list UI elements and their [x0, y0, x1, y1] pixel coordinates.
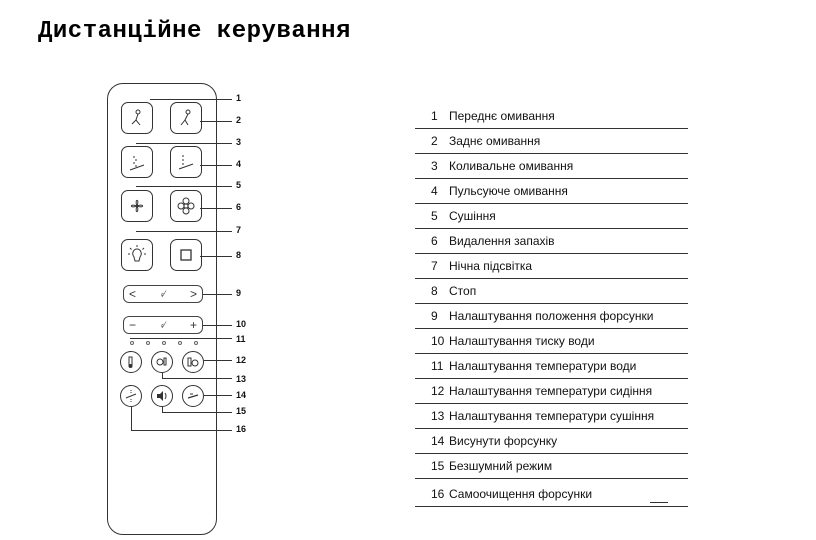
legend-label: Налаштування температури сушіння [449, 409, 655, 423]
nozzle-position-icon: ⸗⁄ [160, 289, 166, 299]
legend-row [415, 354, 688, 379]
leader-line [200, 256, 232, 257]
nozzle-position-left-arrow[interactable]: < [129, 287, 137, 301]
leader-line [136, 186, 232, 187]
legend-number: 9 [431, 309, 438, 323]
fan-icon [126, 195, 148, 217]
deodorize-icon [175, 195, 197, 217]
legend-label: Висунути форсунку [449, 434, 558, 448]
legend-number: 4 [431, 184, 438, 198]
legend-number: 14 [431, 434, 445, 448]
leader-line [150, 99, 232, 100]
legend-number: 3 [431, 159, 438, 173]
drying-button[interactable] [121, 190, 153, 222]
legend-row [415, 304, 688, 329]
night-light-button[interactable] [121, 239, 153, 271]
legend-label: Налаштування температури сидіння [449, 384, 653, 398]
decorative-line [650, 502, 668, 503]
legend-label: Коливальне омивання [449, 159, 574, 173]
rear-wash-icon [175, 107, 197, 129]
legend-number: 12 [431, 384, 445, 398]
water-pressure-plus[interactable]: + [189, 318, 197, 332]
leader-line [200, 208, 232, 209]
legend-row [415, 254, 688, 279]
legend-row [415, 104, 688, 129]
legend-number: 1 [431, 109, 438, 123]
pulsating-wash-button[interactable] [170, 146, 202, 178]
callout-number: 10 [236, 319, 247, 329]
water-pressure-minus[interactable]: − [129, 318, 137, 332]
legend-row [415, 279, 688, 304]
legend-label: Налаштування положення форсунки [449, 309, 654, 323]
indicator-dot [130, 341, 134, 345]
legend-row [415, 454, 688, 479]
callout-number: 8 [236, 250, 242, 260]
legend-number: 6 [431, 234, 438, 248]
indicator-dot [162, 341, 166, 345]
legend-number: 15 [431, 459, 445, 473]
pulsating-wash-icon [175, 151, 197, 173]
nozzle-position-button[interactable] [123, 285, 203, 303]
legend-label: Стоп [449, 284, 477, 298]
self-clean-icon [124, 389, 138, 403]
legend-number: 7 [431, 259, 438, 273]
dryer-temp-button[interactable] [151, 351, 173, 373]
quiet-mode-button[interactable] [151, 385, 173, 407]
nozzle-position-right-arrow[interactable]: > [189, 287, 197, 301]
legend-number: 2 [431, 134, 438, 148]
legend-number: 13 [431, 409, 445, 423]
leader-line [200, 121, 232, 122]
bulb-icon [126, 244, 148, 266]
seat-temp-icon [186, 355, 200, 369]
legend-label: Заднє омивання [449, 134, 541, 148]
legend-label: Нічна підсвітка [449, 259, 533, 273]
callout-number: 7 [236, 225, 242, 235]
leader-line [162, 412, 232, 413]
self-clean-button[interactable] [120, 385, 142, 407]
callout-number: 2 [236, 115, 242, 125]
page-title: Дистанційне керування [38, 18, 351, 45]
legend-number: 11 [431, 359, 444, 373]
callout-number: 1 [236, 93, 242, 103]
stop-button[interactable] [170, 239, 202, 271]
callout-number: 5 [236, 180, 242, 190]
legend-row [415, 379, 688, 404]
legend-row [415, 154, 688, 179]
indicator-dot [194, 341, 198, 345]
callout-number: 11 [236, 334, 246, 344]
leader-line [131, 407, 132, 430]
water-temp-icon [124, 355, 138, 369]
callout-number: 4 [236, 159, 242, 169]
legend-number: 8 [431, 284, 438, 298]
indicator-dot [178, 341, 182, 345]
legend-label: Пульсуюче омивання [449, 184, 568, 198]
legend-label: Безшумний режим [449, 459, 553, 473]
leader-line [203, 325, 232, 326]
leader-line [204, 360, 232, 361]
legend-label: Сушіння [449, 209, 496, 223]
leader-line [162, 373, 163, 378]
callout-number: 12 [236, 355, 247, 365]
legend-label: Налаштування температури води [449, 359, 637, 373]
callout-number: 15 [236, 406, 247, 416]
legend-label: Видалення запахів [449, 234, 555, 248]
callout-number: 14 [236, 390, 247, 400]
dryer-temp-icon [155, 355, 169, 369]
water-temp-button[interactable] [120, 351, 142, 373]
nozzle-icon [186, 389, 200, 403]
leader-line [136, 143, 232, 144]
leader-line [130, 338, 232, 339]
legend-row [415, 204, 688, 229]
leader-line [203, 294, 232, 295]
leader-line [162, 378, 232, 379]
legend-label: Переднє омивання [449, 109, 555, 123]
legend-row [415, 229, 688, 254]
speaker-icon [155, 389, 169, 403]
callout-number: 3 [236, 137, 242, 147]
legend-row [415, 329, 688, 354]
front-wash-button[interactable] [121, 102, 153, 134]
callout-number: 13 [236, 374, 247, 384]
legend-label: Налаштування тиску води [449, 334, 595, 348]
front-wash-icon [126, 107, 148, 129]
leader-line [136, 231, 232, 232]
seat-temp-button[interactable] [182, 351, 204, 373]
deodorize-button[interactable] [170, 190, 202, 222]
water-pressure-icon: ⸗⁄ [160, 320, 166, 330]
legend-row [415, 129, 688, 154]
oscillating-wash-button[interactable] [121, 146, 153, 178]
legend-row [415, 429, 688, 454]
legend-number: 16 [431, 487, 445, 501]
leader-line [200, 165, 232, 166]
indicator-dot [146, 341, 150, 345]
legend-row [415, 482, 688, 507]
stop-square-icon [175, 244, 197, 266]
legend-label: Самоочищення форсунки [449, 487, 593, 501]
callout-number: 6 [236, 202, 242, 212]
leader-line [204, 395, 232, 396]
leader-line [131, 430, 232, 431]
water-pressure-button[interactable] [123, 316, 203, 334]
legend-number: 5 [431, 209, 438, 223]
legend-number: 10 [431, 334, 445, 348]
callout-number: 16 [236, 424, 247, 434]
legend-row [415, 179, 688, 204]
legend-row [415, 404, 688, 429]
callout-number: 9 [236, 288, 242, 298]
rear-wash-button[interactable] [170, 102, 202, 134]
extend-nozzle-button[interactable] [182, 385, 204, 407]
oscillating-wash-icon [126, 151, 148, 173]
leader-line [162, 407, 163, 412]
